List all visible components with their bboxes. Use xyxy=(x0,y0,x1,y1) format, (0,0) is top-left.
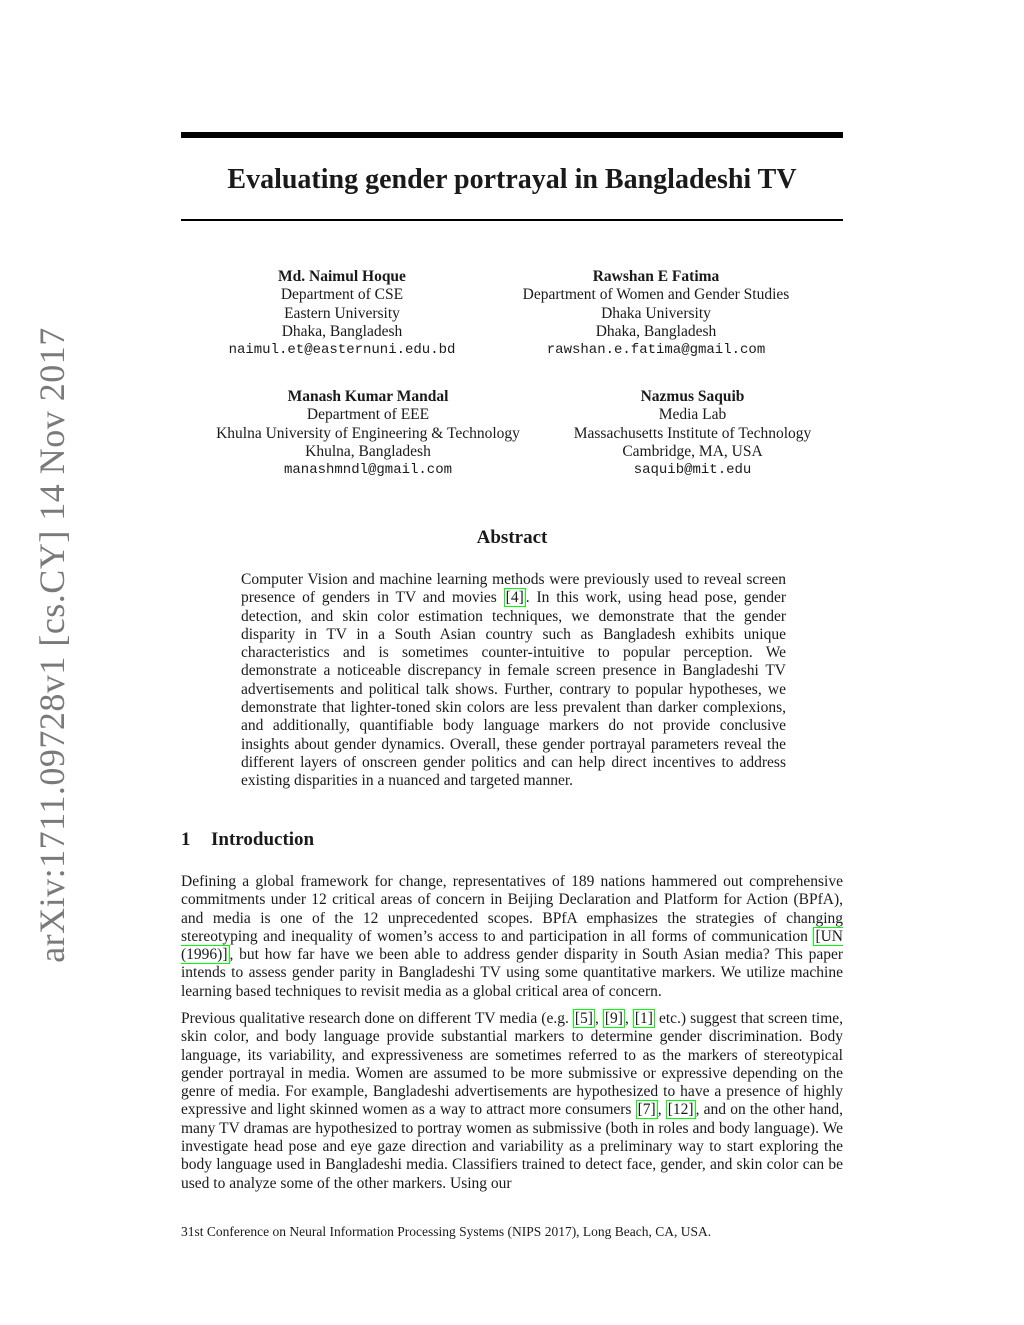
body-paragraph xyxy=(181,873,843,1001)
author-block xyxy=(496,268,816,359)
paragraph-text: , but how far have we been able to address gender disparity in South Asian media? This paper intends to assess gender parity in Bangladeshi TV using some quantitative markers. We utilize machine learning based techniques to revisit media as a global critical area of concern. xyxy=(181,946,843,1000)
citation-link[interactable]: [4] xyxy=(505,589,524,607)
author-location: Khulna, Bangladesh xyxy=(305,442,431,460)
citation-link[interactable]: [7] xyxy=(637,1101,656,1119)
author-institution: Dhaka University xyxy=(601,304,711,322)
conference-footnote: 31st Conference on Neural Information Processing Systems (NIPS 2017), Long Beach, CA, USA. xyxy=(181,1224,712,1239)
author-block xyxy=(550,388,835,479)
author-institution: Eastern University xyxy=(284,304,400,322)
abstract-text: . In this work, using head pose, gender detection, and skin color estimation techniques, we demonstrate that the gender disparity in TV in a South Asian country such as Bangladesh exhibits unique characteristics and is sometimes counter-intuitive to popular perception. We demonstrate a noticeable discrepancy in female screen presence in Bangladeshi TV advertisements and political talk shows. Further, contrary to popular hypotheses, we demonstrate that lighter-toned skin colors are less prevalent than darker complexions, and additionally, quantifiable body language markers do not provide conclusive insights about gender dynamics. Overall, these gender portrayal parameters reveal the different layers of onscreen gender politics and can help direct incentives to address existing disparities in a nuanced and targeted manner. xyxy=(241,589,786,790)
author-location: Dhaka, Bangladesh xyxy=(281,322,403,340)
abstract-body xyxy=(241,571,786,791)
section-title: Introduction xyxy=(211,829,315,850)
author-name: Manash Kumar Mandal xyxy=(287,388,449,405)
author-name: Nazmus Saquib xyxy=(640,388,745,405)
section-heading xyxy=(181,828,314,852)
author-name: Rawshan E Fatima xyxy=(592,268,720,285)
author-department: Department of Women and Gender Studies xyxy=(522,286,790,304)
abstract-heading: Abstract xyxy=(476,527,548,548)
citation-link[interactable]: [9] xyxy=(604,1010,623,1027)
citation-link[interactable]: [12] xyxy=(667,1101,694,1119)
body-paragraph xyxy=(181,1010,843,1193)
citation-link[interactable]: [UN (1996)] xyxy=(181,927,843,964)
title-bottom-rule xyxy=(181,219,843,221)
arxiv-identifier-stamp[interactable]: arXiv:1711.09728v1 [cs.CY] 14 Nov 2017 xyxy=(32,327,72,963)
paragraph-text: , xyxy=(657,1101,666,1119)
author-department: Department of CSE xyxy=(280,286,404,304)
paragraph-text: Previous qualitative research done on different TV media (e.g. xyxy=(181,1010,573,1027)
author-institution: Khulna University of Engineering & Technology xyxy=(216,424,520,442)
paragraph-text: , and on the other hand, many TV dramas are hypothesized to portray women as submissive (both in roles and body language). We investigate head pose and eye gaze direction and variability as a preliminary way to start exploring the body language used in Bangladeshi media. Classifiers trained to detect face, gender, and skin color can be used to analyze some of the other markers. Using our xyxy=(181,1101,843,1192)
author-email[interactable]: rawshan.e.fatima@gmail.com xyxy=(546,342,766,359)
paragraph-text: , xyxy=(624,1010,633,1027)
author-block xyxy=(198,388,538,479)
paragraph-text: Defining a global framework for change, representatives of 189 nations hammered out comprehensive commitments under 12 critical areas of concern in Beijing Declaration and Platform for Action (BPfA), and media is one of the 12 unprecedented scopes. BPfA emphasizes the strategies of changing stereotyping and inequality of women’s access to and participation in all forms of communication xyxy=(181,873,843,945)
paragraph-text: , xyxy=(594,1010,603,1027)
author-location: Cambridge, MA, USA xyxy=(622,442,763,460)
title-top-rule xyxy=(181,132,843,138)
section-number: 1 xyxy=(181,829,191,850)
author-email[interactable]: saquib@mit.edu xyxy=(633,462,752,479)
author-institution: Massachusetts Institute of Technology xyxy=(573,424,812,442)
abstract-text: Computer Vision and machine learning methods were previously used to reveal screen presence of genders in TV and movies xyxy=(241,571,786,607)
author-email[interactable]: manashmndl@gmail.com xyxy=(283,462,453,479)
author-department: Media Lab xyxy=(658,406,727,424)
author-department: Department of EEE xyxy=(306,406,430,424)
paper-title: Evaluating gender portrayal in Bangladeshi TV xyxy=(227,164,797,195)
author-block xyxy=(222,268,462,359)
citation-link[interactable]: [1] xyxy=(634,1010,653,1027)
author-name: Md. Naimul Hoque xyxy=(278,268,406,285)
author-email[interactable]: naimul.et@easternuni.edu.bd xyxy=(228,342,456,359)
citation-link[interactable]: [5] xyxy=(574,1010,593,1027)
author-location: Dhaka, Bangladesh xyxy=(595,322,717,340)
paragraph-text: etc.) suggest that screen time, skin color, and body language provide substantial markers to determine gender discrimination. Body language, its variability, and expressiveness are sometimes referred to as the markers of stereotypical gender portrayal in media. Women are assumed to be more submissive or expressive depending on the genre of media. For example, Bangladeshi advertisements are hypothesized to have a presence of highly expressive and light skinned women as a way to attract more consumers xyxy=(181,1010,843,1119)
